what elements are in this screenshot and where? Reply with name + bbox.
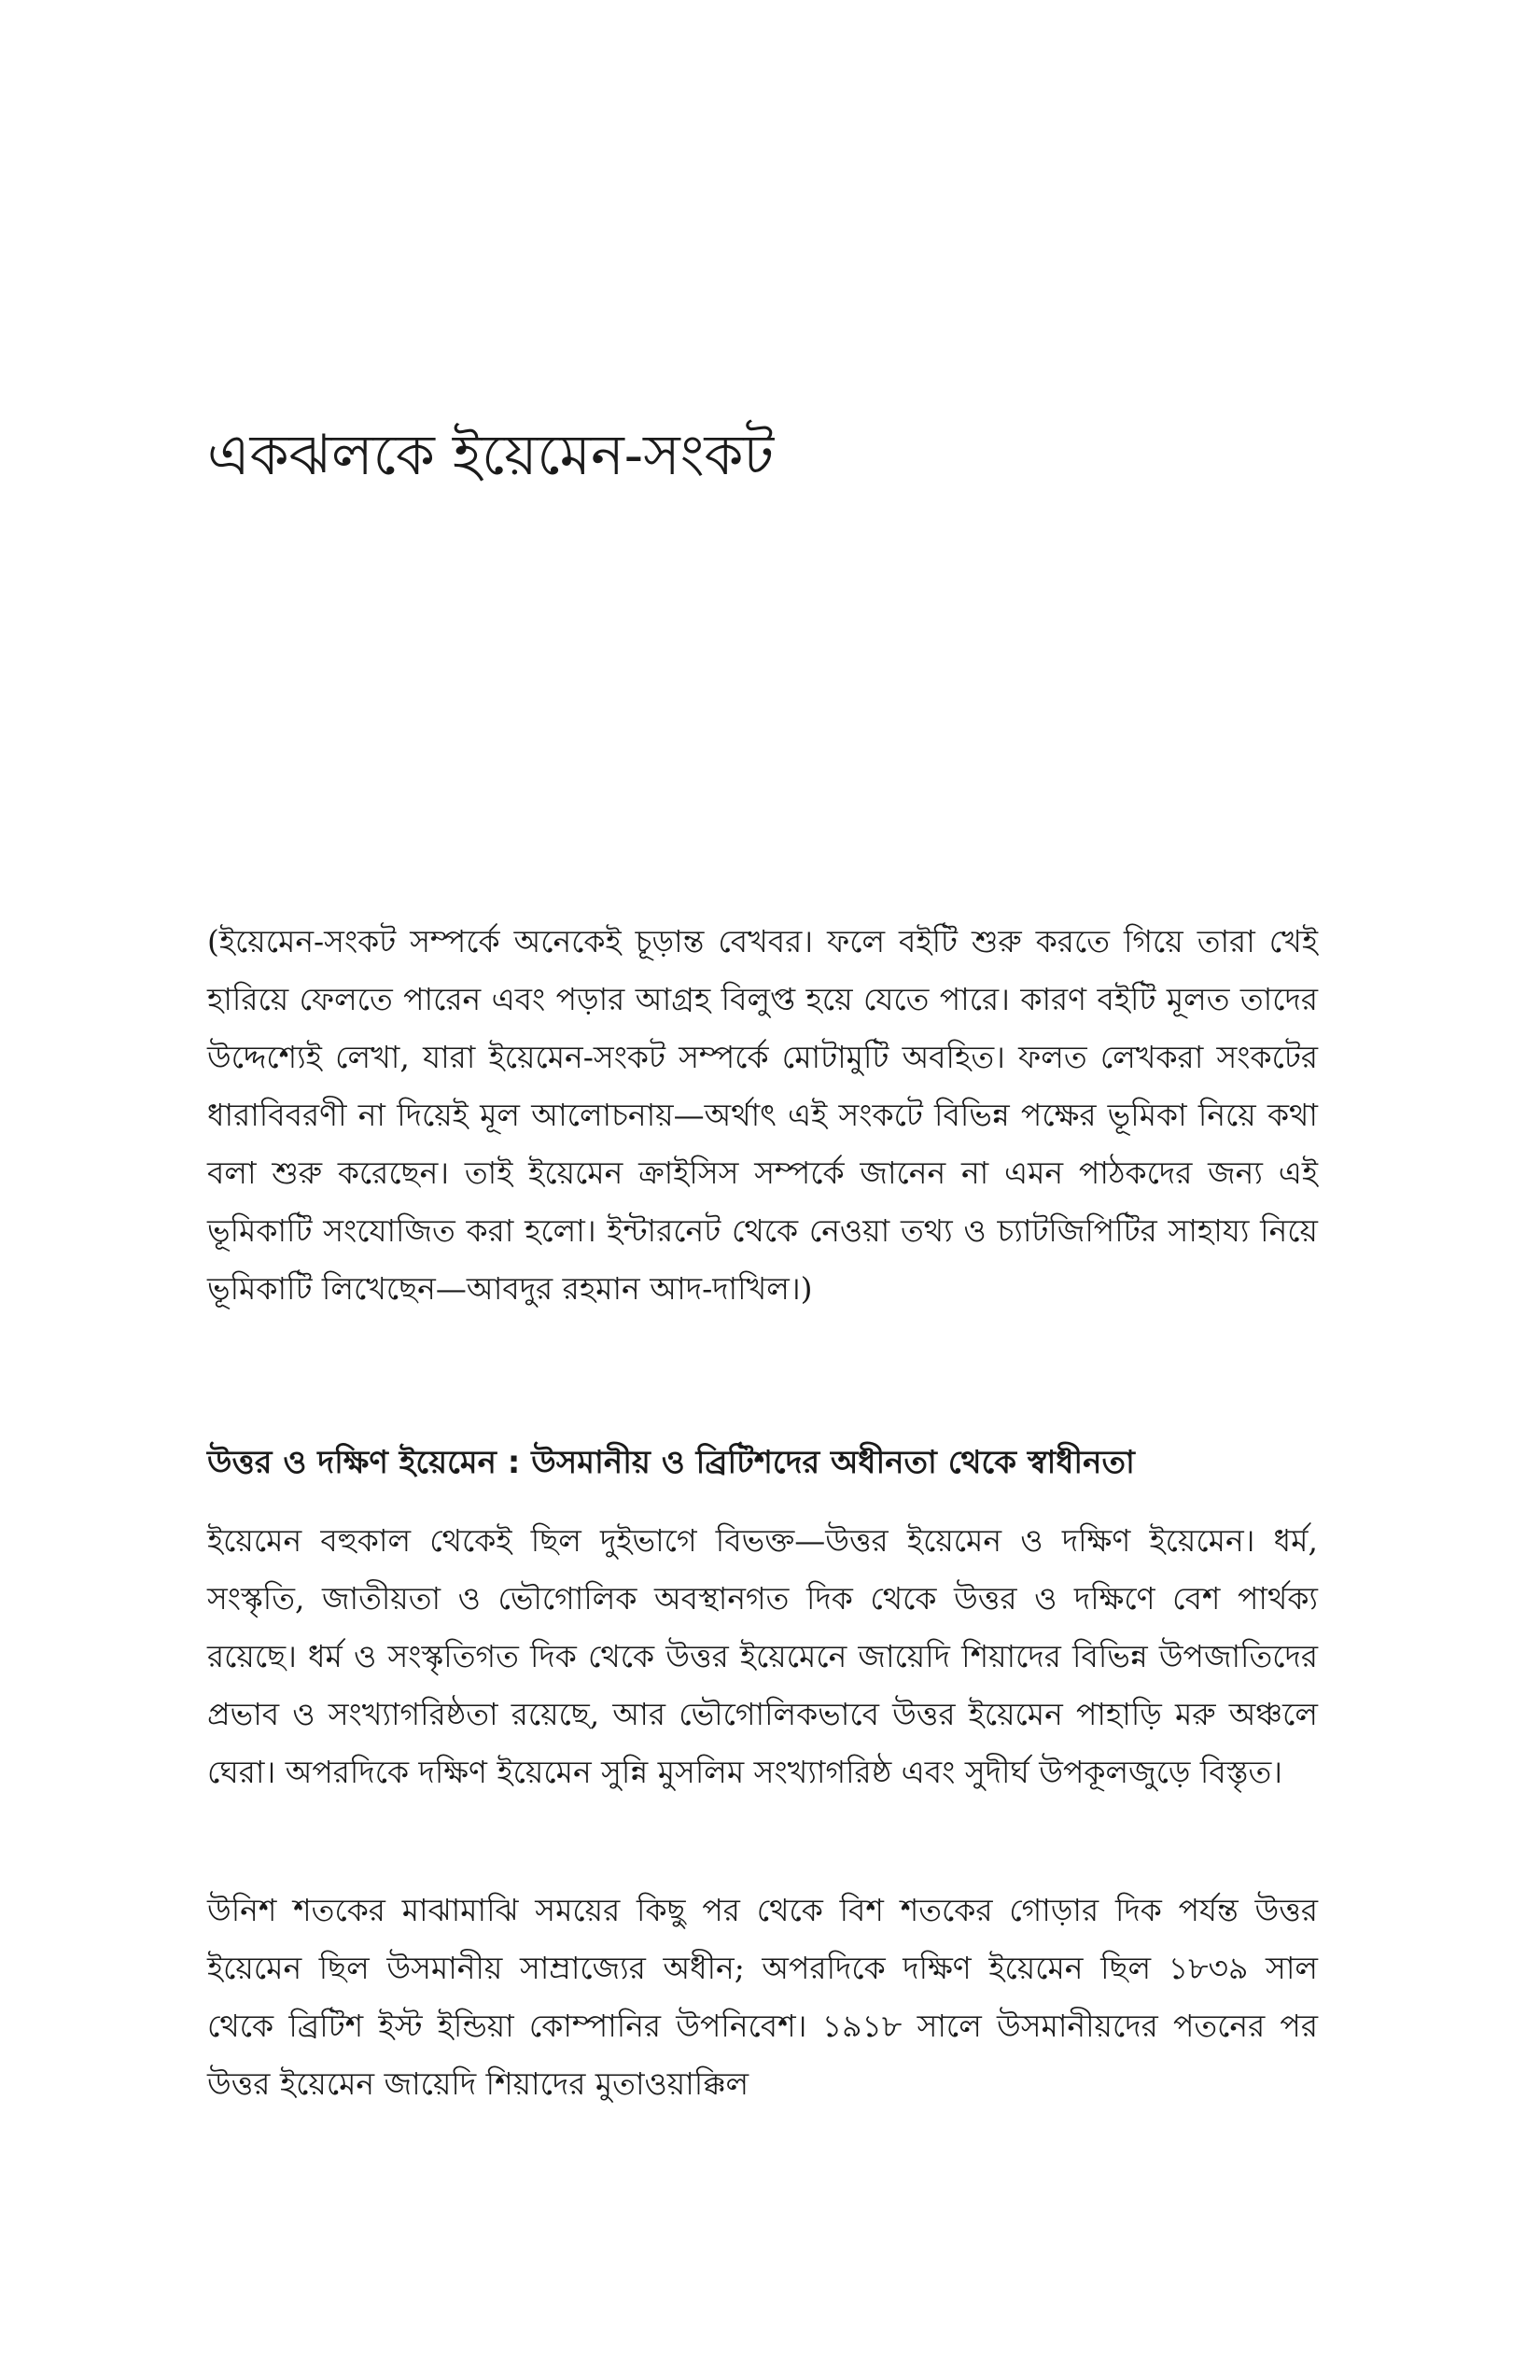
- section-heading: উত্তর ও দক্ষিণ ইয়েমেন : উসমানীয় ও ব্রিটিশদের অধীনতা থেকে স্বাধীনতা: [207, 1444, 1135, 1481]
- chapter-title: একঝলকে ইয়েমেন-সংকট: [207, 423, 775, 488]
- body-paragraph: উনিশ শতকের মাঝামাঝি সময়ের কিছু পর থেকে বিশ শতকের গোড়ার দিক পর্যন্ত উত্তর ইয়েমেন ছিল উসমানীয় সাম্রাজ্যের অধীন; অপরদিকে দক্ষিণ ইয়েমেন ছিল ১৮৩৯ সাল থেকে ব্রিটিশ ইস্ট ইন্ডিয়া কোম্পানির উপনিবেশ। ১৯১৮ সালে উসমানীয়দের পতনের পর উত্তর ইয়েমেন জায়েদি শিয়াদের মুতাওয়াক্কিল: [207, 1892, 1318, 2102]
- body-paragraph: ইয়েমেন বহুকাল থেকেই ছিল দুইভাগে বিভক্ত—উত্তর ইয়েমেন ও দক্ষিণ ইয়েমেন। ধর্ম, সংস্কৃতি, জাতীয়তা ও ভৌগোলিক অবস্থানগত দিক থেকে উত্তর ও দক্ষিণে বেশ পার্থক্য রয়েছে। ধর্ম ও সংস্কৃতিগত দিক থেকে উত্তর ইয়েমেনে জায়েদি শিয়াদের বিভিন্ন উপজাতিদের প্রভাব ও সংখ্যাগরিষ্ঠতা রয়েছে, আর ভৌগোলিকভাবে উত্তর ইয়েমেন পাহাড়ি মরু অঞ্চলে ঘেরা। অপরদিকে দক্ষিণ ইয়েমেন সুন্নি মুসলিম সংখ্যাগরিষ্ঠ এবং সুদীর্ঘ উপকূলজুড়ে বিস্তৃত।: [207, 1522, 1318, 1790]
- intro-paragraph: (ইয়েমেন-সংকট সম্পর্কে অনেকেই চূড়ান্ত বেখবর। ফলে বইটি শুরু করতে গিয়ে তারা খেই হারিয়ে ফেলতে পারেন এবং পড়ার আগ্রহ বিলুপ্ত হয়ে যেতে পারে। কারণ বইটি মূলত তাদের উদ্দেশ্যেই লেখা, যারা ইয়েমেন-সংকট সম্পর্কে মোটামুটি অবহিত। ফলত লেখকরা সংকটের ধারাবিবরণী না দিয়েই মূল আলোচনায়—অর্থাৎ এই সংকটে বিভিন্ন পক্ষের ভূমিকা নিয়ে কথা বলা শুরু করেছেন। তাই ইয়েমেন ক্রাইসিস সম্পর্কে জানেন না এমন পাঠকদের জন্য এই ভূমিকাটি সংযোজিত করা হলো। ইন্টারনেট থেকে নেওয়া তথ্য ও চ্যাটজিপিটির সাহায্য নিয়ে ভূমিকাটি লিখেছেন—আবদুর রহমান আদ-দাখিল।): [207, 923, 1318, 1307]
